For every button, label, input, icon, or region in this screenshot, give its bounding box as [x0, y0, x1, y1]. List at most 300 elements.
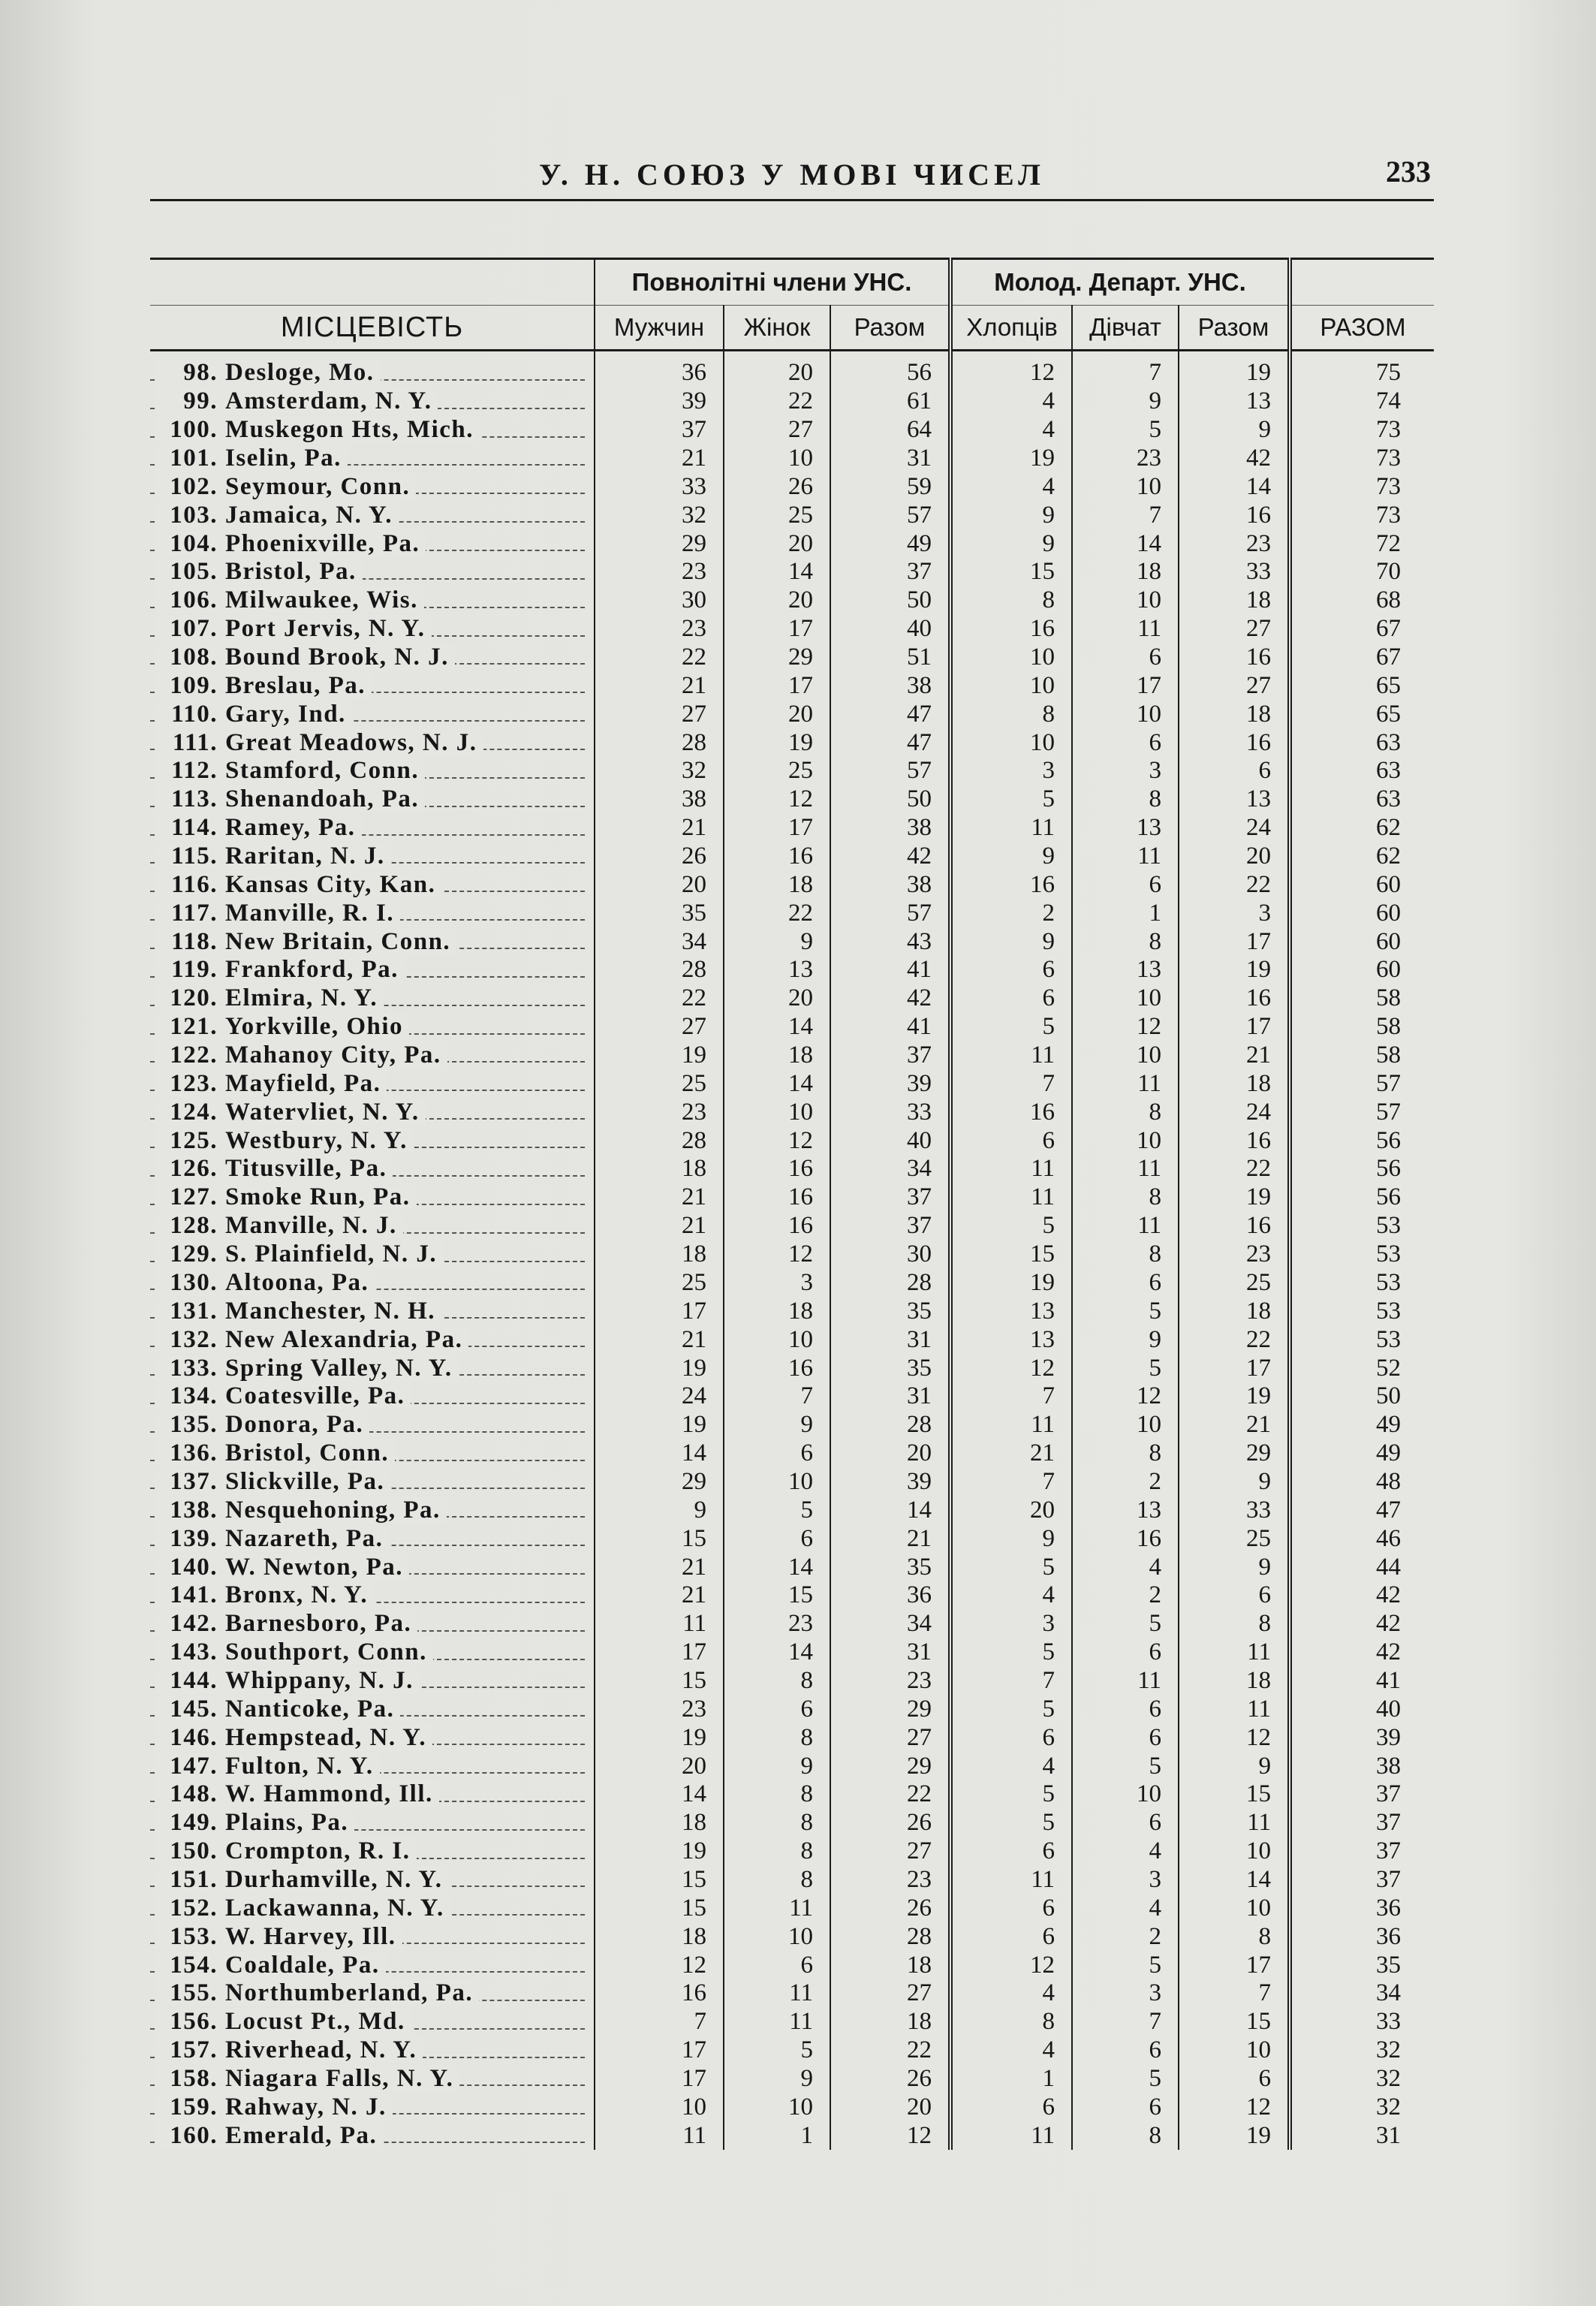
row-number: 108.: [170, 644, 218, 671]
row-total-youth-cell: 24: [1179, 814, 1290, 843]
row-boys-cell: 4: [950, 387, 1072, 416]
row-men-cell: 21: [595, 814, 724, 843]
row-place-text: [155, 1013, 409, 1040]
row-girls-cell: 16: [1072, 1524, 1179, 1553]
table-row: [150, 671, 1434, 700]
row-place-text: [155, 1895, 450, 1922]
row-place-cell: [150, 351, 595, 387]
row-total-youth-cell: 22: [1179, 870, 1290, 899]
row-women-cell: 6: [724, 1439, 830, 1468]
row-women-cell: 22: [724, 387, 830, 416]
row-men-cell: 9: [595, 1496, 724, 1524]
row-total-youth-cell: 42: [1179, 445, 1290, 473]
row-place-text: [155, 644, 455, 671]
row-place-text: [155, 1724, 432, 1751]
row-boys-cell: 16: [950, 1098, 1072, 1126]
row-girls-cell: 11: [1072, 1069, 1179, 1098]
row-number: 101.: [170, 445, 218, 472]
row-grand-total-cell: 42: [1290, 1610, 1434, 1638]
row-boys-cell: 6: [950, 984, 1072, 1013]
row-place-cell: [150, 814, 595, 843]
table-row: [150, 2093, 1434, 2121]
row-number: 140.: [170, 1553, 218, 1581]
membership-table: [150, 258, 1434, 2150]
row-number: 158.: [170, 2064, 218, 2092]
row-men-cell: 18: [595, 1922, 724, 1951]
row-girls-cell: 11: [1072, 615, 1179, 644]
row-girls-cell: 18: [1072, 558, 1179, 586]
row-place-cell: [150, 1922, 595, 1951]
row-women-cell: 14: [724, 1553, 830, 1581]
table-row: [150, 1439, 1434, 1468]
row-place-name: Shenandoah, Pa.: [225, 785, 420, 813]
row-grand-total-cell: 62: [1290, 814, 1434, 843]
row-number: 144.: [170, 1666, 218, 1694]
row-boys-cell: 13: [950, 1297, 1072, 1325]
row-total-youth-cell: 16: [1179, 644, 1290, 672]
row-girls-cell: 5: [1072, 1354, 1179, 1382]
row-girls-cell: 10: [1072, 984, 1179, 1013]
row-boys-cell: 16: [950, 615, 1072, 644]
row-place-name: Manville, R. I.: [225, 899, 395, 927]
row-number: 130.: [170, 1268, 218, 1296]
row-men-cell: 17: [595, 1638, 724, 1667]
row-total-adults-cell: 40: [830, 1126, 950, 1155]
row-women-cell: 20: [724, 700, 830, 728]
row-total-adults-cell: 47: [830, 728, 950, 757]
row-place-cell: [150, 671, 595, 700]
column-header-men: Мужчин: [595, 306, 724, 351]
row-total-youth-cell: 27: [1179, 615, 1290, 644]
table-row: [150, 1382, 1434, 1411]
table-row: [150, 728, 1434, 757]
row-boys-cell: 7: [950, 1468, 1072, 1497]
row-place-cell: [150, 757, 595, 785]
row-place-text: [155, 387, 438, 414]
row-place-cell: [150, 1638, 595, 1667]
row-total-youth-cell: 19: [1179, 351, 1290, 387]
row-women-cell: 27: [724, 416, 830, 445]
row-boys-cell: 11: [950, 1155, 1072, 1183]
row-women-cell: 14: [724, 1069, 830, 1098]
row-boys-cell: 10: [950, 728, 1072, 757]
row-total-adults-cell: 57: [830, 757, 950, 785]
row-total-adults-cell: 31: [830, 1638, 950, 1667]
column-header-women: Жінок: [724, 306, 830, 351]
row-number: 109.: [170, 671, 218, 699]
row-girls-cell: 13: [1072, 1496, 1179, 1524]
row-number: 131.: [170, 1297, 218, 1325]
row-men-cell: 18: [595, 1155, 724, 1183]
row-women-cell: 8: [724, 1780, 830, 1809]
row-grand-total-cell: 57: [1290, 1069, 1434, 1098]
row-place-cell: [150, 1524, 595, 1553]
row-boys-cell: 12: [950, 1354, 1072, 1382]
row-women-cell: 20: [724, 984, 830, 1013]
row-place-cell: [150, 1212, 595, 1240]
row-place-name: Northumberland, Pa.: [225, 1979, 474, 2007]
row-place-cell: [150, 870, 595, 899]
row-place-name: W. Newton, Pa.: [225, 1553, 404, 1581]
row-total-youth-cell: 10: [1179, 1837, 1290, 1866]
row-place-name: Fulton, N. Y.: [225, 1752, 374, 1780]
row-girls-cell: 10: [1072, 1126, 1179, 1155]
row-number: 145.: [170, 1695, 218, 1723]
row-grand-total-cell: 53: [1290, 1240, 1434, 1269]
row-grand-total-cell: 57: [1290, 1098, 1434, 1126]
row-number: 110.: [171, 700, 218, 728]
row-women-cell: 8: [724, 1667, 830, 1696]
table-row: [150, 1638, 1434, 1667]
row-place-name: Emerald, Pa.: [225, 2121, 378, 2149]
row-girls-cell: 1: [1072, 899, 1179, 927]
row-place-cell: [150, 1439, 595, 1468]
row-women-cell: 29: [724, 644, 830, 672]
row-place-cell: [150, 529, 595, 558]
row-place-text: [155, 1923, 402, 1950]
row-total-youth-cell: 15: [1179, 2008, 1290, 2036]
row-place-name: Mayfield, Pa.: [225, 1069, 381, 1097]
group-header-grand-blank: [1290, 259, 1434, 306]
row-place-cell: [150, 387, 595, 416]
row-total-youth-cell: 17: [1179, 1354, 1290, 1382]
row-boys-cell: 10: [950, 644, 1072, 672]
table-row: [150, 1297, 1434, 1325]
row-place-text: [155, 1355, 459, 1382]
row-place-cell: [150, 1098, 595, 1126]
row-boys-cell: 6: [950, 2093, 1072, 2121]
row-women-cell: 1: [724, 2121, 830, 2150]
row-place-text: [155, 586, 424, 613]
column-header-total-adults: Разом: [830, 306, 950, 351]
row-girls-cell: 11: [1072, 1155, 1179, 1183]
row-number: 138.: [170, 1496, 218, 1524]
row-total-youth-cell: 16: [1179, 1212, 1290, 1240]
row-boys-cell: 9: [950, 501, 1072, 529]
group-header-blank: [150, 259, 595, 306]
row-total-youth-cell: 18: [1179, 1069, 1290, 1098]
row-grand-total-cell: 56: [1290, 1126, 1434, 1155]
row-place-text: [155, 615, 432, 642]
row-women-cell: 14: [724, 558, 830, 586]
row-total-youth-cell: 33: [1179, 558, 1290, 586]
row-women-cell: 10: [724, 445, 830, 473]
row-place-name: Coatesville, Pa.: [225, 1382, 405, 1410]
row-place-cell: [150, 501, 595, 529]
row-girls-cell: 9: [1072, 387, 1179, 416]
row-place-text: [155, 1240, 443, 1268]
row-girls-cell: 2: [1072, 1468, 1179, 1497]
table-row: [150, 1894, 1434, 1922]
row-place-name: Frankford, Pa.: [225, 956, 399, 984]
row-men-cell: 15: [595, 1524, 724, 1553]
row-place-name: New Alexandria, Pa.: [225, 1325, 463, 1353]
row-men-cell: 18: [595, 1809, 724, 1837]
row-place-text: [155, 2036, 423, 2063]
row-girls-cell: 17: [1072, 671, 1179, 700]
row-total-adults-cell: 31: [830, 1325, 950, 1354]
row-men-cell: 28: [595, 956, 724, 984]
row-place-cell: [150, 1581, 595, 1610]
row-total-youth-cell: 16: [1179, 728, 1290, 757]
row-grand-total-cell: 60: [1290, 927, 1434, 956]
row-total-youth-cell: 6: [1179, 757, 1290, 785]
row-number: 155.: [170, 1979, 218, 2007]
row-total-youth-cell: 9: [1179, 1752, 1290, 1780]
row-total-adults-cell: 28: [830, 1922, 950, 1951]
table-row: [150, 644, 1434, 672]
table-row: [150, 1212, 1434, 1240]
row-place-cell: [150, 984, 595, 1013]
row-number: 115.: [171, 843, 218, 870]
row-women-cell: 10: [724, 1098, 830, 1126]
row-total-adults-cell: 31: [830, 445, 950, 473]
row-total-adults-cell: 36: [830, 1581, 950, 1610]
row-place-cell: [150, 2065, 595, 2093]
row-total-youth-cell: 20: [1179, 843, 1290, 871]
row-total-adults-cell: 41: [830, 1013, 950, 1041]
row-place-text: [155, 843, 391, 870]
row-men-cell: 27: [595, 700, 724, 728]
row-place-cell: [150, 1069, 595, 1098]
row-total-adults-cell: 41: [830, 956, 950, 984]
row-total-adults-cell: 30: [830, 1240, 950, 1269]
row-girls-cell: 2: [1072, 1922, 1179, 1951]
row-women-cell: 10: [724, 1468, 830, 1497]
row-women-cell: 10: [724, 2093, 830, 2121]
row-grand-total-cell: 40: [1290, 1695, 1434, 1723]
row-boys-cell: 7: [950, 1069, 1072, 1098]
row-men-cell: 30: [595, 586, 724, 615]
row-girls-cell: 10: [1072, 700, 1179, 728]
row-place-text: [155, 1525, 389, 1552]
row-place-cell: [150, 1013, 595, 1041]
row-men-cell: 22: [595, 644, 724, 672]
row-women-cell: 9: [724, 927, 830, 956]
row-place-name: Locust Pt., Md.: [225, 2008, 405, 2036]
row-boys-cell: 8: [950, 2008, 1072, 2036]
row-number: 120.: [170, 984, 218, 1012]
table-row: [150, 1979, 1434, 2008]
row-girls-cell: 10: [1072, 472, 1179, 501]
row-men-cell: 27: [595, 1013, 724, 1041]
row-boys-cell: 4: [950, 1581, 1072, 1610]
row-total-youth-cell: 19: [1179, 1382, 1290, 1411]
table-row: [150, 2008, 1434, 2036]
row-women-cell: 8: [724, 1837, 830, 1866]
row-place-text: [155, 1497, 447, 1524]
row-place-cell: [150, 1809, 595, 1837]
row-women-cell: 14: [724, 1638, 830, 1667]
row-place-text: [155, 2122, 383, 2149]
row-boys-cell: 5: [950, 785, 1072, 814]
row-total-adults-cell: 21: [830, 1524, 950, 1553]
row-girls-cell: 6: [1072, 644, 1179, 672]
running-head: [150, 154, 1434, 201]
row-place-text: [155, 1809, 354, 1836]
row-total-youth-cell: 9: [1179, 416, 1290, 445]
row-grand-total-cell: 72: [1290, 529, 1434, 558]
row-place-cell: [150, 472, 595, 501]
row-place-cell: [150, 1382, 595, 1411]
row-grand-total-cell: 62: [1290, 843, 1434, 871]
row-place-name: Yorkville, Ohio: [225, 1013, 404, 1041]
row-place-text: [155, 928, 456, 955]
row-women-cell: 18: [724, 1297, 830, 1325]
row-number: 129.: [170, 1240, 218, 1268]
row-women-cell: 18: [724, 870, 830, 899]
row-total-adults-cell: 40: [830, 615, 950, 644]
table-row: [150, 1041, 1434, 1070]
row-girls-cell: 6: [1072, 870, 1179, 899]
table-row: [150, 899, 1434, 927]
row-boys-cell: 8: [950, 586, 1072, 615]
row-boys-cell: 6: [950, 1922, 1072, 1951]
row-grand-total-cell: 32: [1290, 2036, 1434, 2065]
row-men-cell: 17: [595, 2065, 724, 2093]
row-number: 107.: [170, 615, 218, 643]
row-girls-cell: 10: [1072, 1411, 1179, 1439]
row-girls-cell: 4: [1072, 1837, 1179, 1866]
row-number: 105.: [170, 558, 218, 586]
row-place-cell: [150, 899, 595, 927]
row-place-name: Milwaukee, Wis.: [225, 586, 418, 614]
row-place-text: [155, 1183, 417, 1210]
row-place-name: Kansas City, Kan.: [225, 870, 436, 898]
row-place-text: [155, 1581, 374, 1608]
row-place-name: Nazareth, Pa.: [225, 1524, 384, 1552]
row-total-adults-cell: 29: [830, 1752, 950, 1780]
row-place-cell: [150, 1155, 595, 1183]
row-total-adults-cell: 29: [830, 1695, 950, 1723]
row-place-text: [155, 1439, 395, 1466]
row-girls-cell: 6: [1072, 1269, 1179, 1298]
row-total-youth-cell: 22: [1179, 1325, 1290, 1354]
row-place-name: Amsterdam, N. Y.: [225, 387, 432, 415]
row-place-text: [155, 1979, 479, 2006]
row-place-name: Crompton, R. I.: [225, 1837, 411, 1865]
row-boys-cell: 5: [950, 1695, 1072, 1723]
row-grand-total-cell: 48: [1290, 1468, 1434, 1497]
row-women-cell: 23: [724, 1610, 830, 1638]
row-women-cell: 14: [724, 1013, 830, 1041]
row-total-youth-cell: 25: [1179, 1269, 1290, 1298]
row-men-cell: 21: [595, 445, 724, 473]
row-men-cell: 19: [595, 1354, 724, 1382]
row-total-adults-cell: 26: [830, 2065, 950, 2093]
table-row: [150, 1667, 1434, 1696]
row-place-cell: [150, 2036, 595, 2065]
row-grand-total-cell: 74: [1290, 387, 1434, 416]
row-number: 132.: [170, 1325, 218, 1353]
row-total-adults-cell: 20: [830, 2093, 950, 2121]
row-women-cell: 12: [724, 1240, 830, 1269]
row-place-text: [155, 1837, 417, 1864]
row-grand-total-cell: 32: [1290, 2093, 1434, 2121]
row-number: 103.: [170, 501, 218, 529]
row-boys-cell: 11: [950, 1041, 1072, 1070]
row-place-name: Ramey, Pa.: [225, 814, 356, 842]
row-girls-cell: 10: [1072, 1780, 1179, 1809]
row-men-cell: 12: [595, 1951, 724, 1979]
row-total-adults-cell: 57: [830, 899, 950, 927]
row-place-text: [155, 1610, 417, 1637]
row-boys-cell: 6: [950, 1126, 1072, 1155]
row-grand-total-cell: 73: [1290, 472, 1434, 501]
row-place-text: [155, 1269, 375, 1296]
row-place-cell: [150, 1269, 595, 1298]
table-row: [150, 387, 1434, 416]
row-number: 122.: [170, 1041, 218, 1069]
row-place-cell: [150, 1979, 595, 2008]
row-boys-cell: 9: [950, 843, 1072, 871]
row-place-name: Bound Brook, N. J.: [225, 644, 449, 671]
column-header-grand-total: РАЗОМ: [1290, 306, 1434, 351]
row-place-name: Titusville, Pa.: [225, 1155, 387, 1183]
row-women-cell: 11: [724, 1979, 830, 2008]
table-row: [150, 1069, 1434, 1098]
row-number: 152.: [170, 1894, 218, 1922]
table-row: [150, 927, 1434, 956]
row-place-cell: [150, 1667, 595, 1696]
row-grand-total-cell: 73: [1290, 416, 1434, 445]
row-grand-total-cell: 73: [1290, 445, 1434, 473]
row-grand-total-cell: 70: [1290, 558, 1434, 586]
row-girls-cell: 14: [1072, 529, 1179, 558]
row-place-text: [155, 1780, 439, 1807]
row-men-cell: 15: [595, 1866, 724, 1895]
row-place-name: Phoenixville, Pa.: [225, 529, 420, 557]
row-place-cell: [150, 1126, 595, 1155]
row-grand-total-cell: 52: [1290, 1354, 1434, 1382]
row-place-text: [155, 757, 425, 784]
table-row: [150, 586, 1434, 615]
row-boys-cell: 4: [950, 472, 1072, 501]
row-total-adults-cell: 37: [830, 1212, 950, 1240]
row-girls-cell: 3: [1072, 757, 1179, 785]
row-girls-cell: 6: [1072, 1809, 1179, 1837]
row-place-cell: [150, 1240, 595, 1269]
row-total-adults-cell: 23: [830, 1667, 950, 1696]
table-row: [150, 843, 1434, 871]
row-women-cell: 12: [724, 1126, 830, 1155]
table-row: [150, 814, 1434, 843]
row-total-youth-cell: 19: [1179, 956, 1290, 984]
row-grand-total-cell: 42: [1290, 1638, 1434, 1667]
row-number: 137.: [170, 1467, 218, 1495]
row-number: 123.: [170, 1069, 218, 1097]
column-header-row: [150, 306, 1434, 351]
row-men-cell: 15: [595, 1894, 724, 1922]
row-girls-cell: 7: [1072, 501, 1179, 529]
row-place-cell: [150, 785, 595, 814]
row-number: 100.: [170, 416, 218, 444]
row-women-cell: 25: [724, 501, 830, 529]
row-place-text: [155, 1638, 433, 1665]
page-number: 233: [1386, 155, 1431, 188]
row-boys-cell: 7: [950, 1382, 1072, 1411]
row-place-text: [155, 956, 405, 983]
row-total-youth-cell: 24: [1179, 1098, 1290, 1126]
row-women-cell: 16: [724, 843, 830, 871]
row-grand-total-cell: 36: [1290, 1894, 1434, 1922]
row-total-adults-cell: 50: [830, 785, 950, 814]
row-grand-total-cell: 32: [1290, 2065, 1434, 2093]
row-number: 121.: [170, 1013, 218, 1041]
row-number: 114.: [171, 814, 218, 842]
row-number: 134.: [170, 1382, 218, 1410]
table-body: [150, 351, 1434, 2151]
